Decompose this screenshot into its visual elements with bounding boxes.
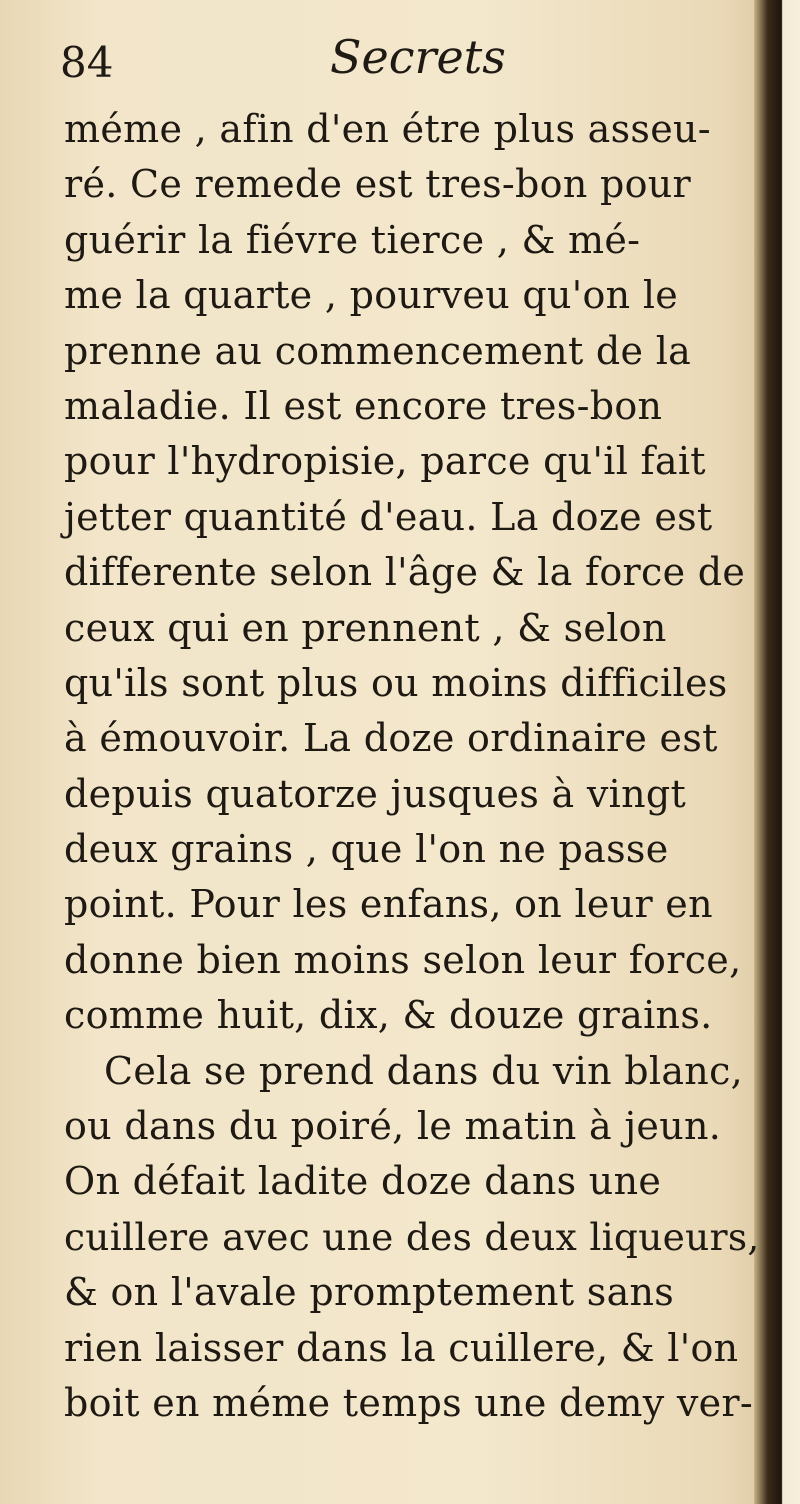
text-line: pour l'hydropisie, parce qu'il fait (64, 439, 706, 484)
text-line: cuillere avec une des deux liqueurs, (64, 1214, 760, 1259)
text-line: depuis quatorze jusques à vingt (64, 771, 687, 816)
text-line: deux grains , que l'on ne passe (64, 827, 669, 872)
text-line: comme huit, dix, & douze grains. (64, 993, 713, 1038)
text-line: On défait ladite doze dans une (64, 1159, 662, 1204)
page-header (60, 30, 750, 100)
text-line: boit en méme temps une demy ver- (64, 1380, 754, 1425)
text-line: differente selon l'âge & la force de (64, 550, 746, 595)
text-line: à émouvoir. La doze ordinaire est (64, 716, 718, 761)
text-line: donne bien moins selon leur force, (64, 937, 742, 982)
text-line: me la quarte , pourveu qu'on le (64, 273, 679, 318)
text-line: méme , afin d'en étre plus asseu- (64, 107, 711, 151)
text-line: & on l'avale promptement sans (64, 1270, 675, 1315)
text-line: qu'ils sont plus ou moins difficiles (64, 660, 728, 705)
text-line: maladie. Il est encore tres-bon (64, 383, 663, 428)
running-head: Secrets (330, 30, 506, 84)
text-line: jetter quantité d'eau. La doze est (64, 494, 713, 539)
text-line: rien laisser dans la cuillere, & l'on (64, 1325, 739, 1370)
page-number: 84 (60, 38, 114, 87)
text-line-paragraph-start: Cela se prend dans du vin blanc, (104, 1048, 744, 1093)
text-line: point. Pour les enfans, on leur en (64, 882, 713, 927)
text-line: ré. Ce remede est tres-bon pour (64, 162, 692, 207)
body-text (64, 102, 764, 1431)
text-line: ceux qui en prennent , & selon (64, 605, 667, 650)
text-line: prenne au commencement de la (64, 328, 692, 373)
text-line: ou dans du poiré, le matin à jeun. (64, 1104, 722, 1149)
text-line: guérir la fiévre tierce , & mé- (64, 217, 641, 262)
